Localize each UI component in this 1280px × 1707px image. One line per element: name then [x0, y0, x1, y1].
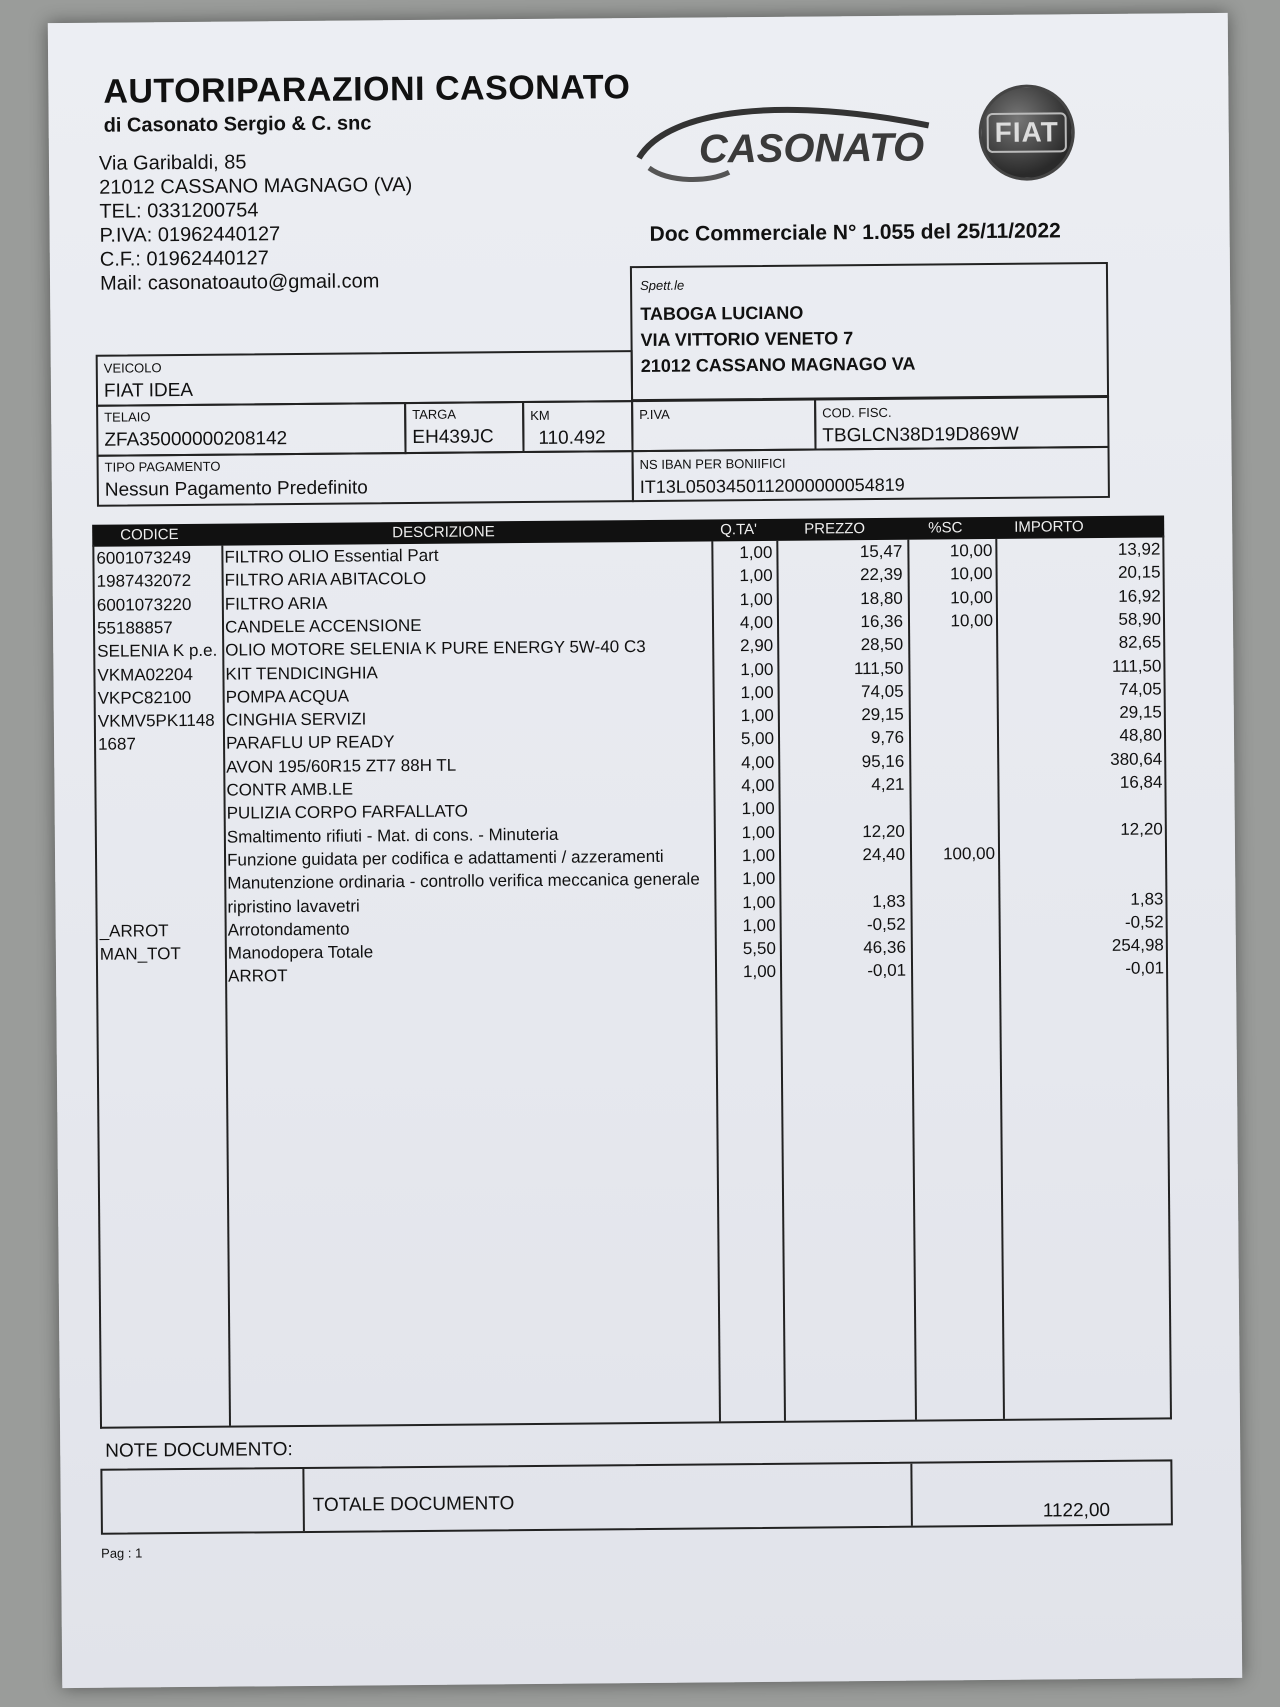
cell-prezzo: [785, 868, 905, 869]
cell-qta: 1,00: [739, 566, 773, 586]
cell-codice: _ARROT: [99, 920, 169, 941]
km-box: [522, 400, 633, 453]
cell-codice: 6001073220: [96, 594, 192, 615]
cell-sc: [915, 821, 995, 822]
cell-qta: 1,00: [741, 822, 775, 842]
cell-codice: 1987432072: [96, 571, 192, 592]
note-documento-label: NOTE DOCUMENTO:: [105, 1439, 293, 1462]
cell-descrizione: CANDELE ACCENSIONE: [224, 615, 422, 637]
cell-importo: -0,01: [1125, 958, 1165, 979]
cell-qta: 4,00: [739, 612, 774, 633]
cell-importo: 12,20: [1120, 819, 1163, 839]
cell-prezzo: [785, 798, 905, 799]
cell-importo: 16,92: [1118, 586, 1161, 606]
customer-street: VIA VITTORIO VENETO 7: [640, 328, 854, 351]
cell-prezzo: 46,36: [863, 937, 906, 958]
cell-sc: 10,00: [950, 610, 994, 631]
cell-sc: [914, 774, 994, 775]
cell-descrizione: CONTR AMB.LE: [226, 779, 354, 800]
piva-label: P.IVA: [639, 406, 670, 423]
company-address: Via Garibaldi, 85: [98, 151, 247, 175]
cell-sc: [916, 960, 996, 961]
cell-importo: 380,64: [1110, 749, 1163, 769]
cell-prezzo: 9,76: [870, 728, 905, 748]
cell-prezzo: 74,05: [860, 681, 904, 701]
cell-prezzo: -0,01: [867, 961, 907, 981]
company-tel: TEL: 0331200754: [99, 199, 259, 223]
km-value: 110.492: [538, 427, 606, 449]
cell-descrizione: KIT TENDICINGHIA: [225, 662, 378, 684]
cell-descrizione: FILTRO ARIA: [224, 593, 328, 614]
cell-qta: 5,50: [742, 938, 776, 959]
codfisc-value: TBGLCN38D19D869W: [822, 423, 1019, 447]
page-number: Pag : 1: [101, 1545, 143, 1561]
fiat-badge: [978, 84, 1075, 181]
cell-sc: [914, 727, 994, 728]
cell-descrizione: CINGHIA SERVIZI: [225, 709, 367, 730]
totale-label: TOTALE DOCUMENTO: [312, 1493, 515, 1516]
cell-qta: 1,00: [739, 542, 773, 563]
iban-label: NS IBAN PER BONIIFICI: [639, 455, 786, 473]
cell-sc: [915, 890, 995, 891]
cell-sc: [914, 751, 994, 752]
iban-box: [632, 446, 1110, 502]
cell-codice: 6001073249: [96, 547, 192, 568]
totale-box: [100, 1459, 1173, 1534]
piva-box: [631, 398, 816, 452]
header-qta: Q.TA': [720, 521, 758, 539]
cell-qta: 1,00: [740, 682, 774, 702]
cell-qta: 1,00: [742, 892, 776, 912]
cell-importo: 111,50: [1111, 655, 1162, 676]
cell-importo: 58,90: [1118, 609, 1162, 629]
cell-qta: 1,00: [742, 869, 776, 889]
cell-prezzo: 22,39: [859, 565, 903, 585]
cell-importo: -0,52: [1124, 912, 1164, 932]
cell-descrizione: POMPA ACQUA: [225, 686, 350, 707]
cell-sc: [916, 937, 996, 938]
header-sc: %SC: [928, 519, 963, 537]
iban-value: IT13L0503450112000000054819: [639, 474, 905, 498]
cell-prezzo: 95,16: [861, 751, 905, 771]
company-mail: Mail: casonatoauto@gmail.com: [99, 270, 380, 295]
company-cf: C.F.: 01962440127: [99, 247, 269, 271]
cell-prezzo: -0,52: [866, 914, 906, 934]
company-subtitle: di Casonato Sergio & C. snc: [103, 112, 372, 137]
veicolo-box: [96, 350, 633, 407]
targa-box: [404, 401, 524, 454]
cell-importo: [1005, 866, 1163, 867]
cell-codice: VKMA02204: [97, 664, 193, 685]
cell-prezzo: 29,15: [861, 704, 904, 725]
telaio-label: TELAIO: [104, 409, 151, 425]
casonato-logo: [628, 85, 949, 193]
cell-importo: 16,84: [1119, 772, 1163, 792]
totale-divider-left: [302, 1469, 305, 1531]
cell-sc: [916, 914, 996, 915]
cell-importo: [1005, 842, 1163, 843]
cell-prezzo: 12,20: [862, 821, 905, 841]
cell-codice: VKPC82100: [97, 687, 192, 708]
invoice-paper: [48, 13, 1242, 1688]
company-city: 21012 CASSANO MAGNAGO (VA): [99, 174, 413, 199]
cell-prezzo: 111,50: [853, 658, 904, 678]
cell-qta: 1,00: [741, 845, 776, 866]
cell-importo: [1005, 796, 1163, 797]
cell-prezzo: 15,47: [859, 541, 903, 562]
fiat-badge-text: FIAT: [986, 112, 1066, 153]
pagamento-value: Nessun Pagamento Predefinito: [104, 477, 368, 501]
km-label: KM: [530, 407, 550, 423]
cell-importo: 29,15: [1119, 702, 1162, 722]
cell-descrizione: PULIZIA CORPO FARFALLATO: [226, 801, 468, 823]
cell-sc: [913, 657, 993, 658]
customer-box: [630, 262, 1109, 401]
cell-codice: SELENIA K p.e.: [97, 640, 218, 661]
cell-qta: 5,00: [740, 729, 775, 749]
cell-qta: 1,00: [740, 705, 774, 726]
cell-qta: 4,00: [741, 775, 775, 796]
cell-qta: 1,00: [739, 589, 773, 609]
cell-sc: 10,00: [950, 587, 993, 607]
cell-descrizione: FILTRO ARIA ABITACOLO: [224, 569, 427, 590]
codfisc-box: [814, 396, 1109, 451]
totale-divider-right: [910, 1464, 913, 1526]
cell-descrizione: ARROT: [228, 966, 288, 987]
cell-sc: 100,00: [942, 843, 996, 864]
telaio-value: ZFA35000000208142: [104, 428, 288, 451]
targa-value: EH439JC: [412, 426, 494, 449]
customer-name: TABOGA LUCIANO: [640, 302, 804, 325]
customer-city: 21012 CASSANO MAGNAGO VA: [640, 353, 916, 377]
cell-importo: 82,65: [1118, 632, 1162, 653]
cell-prezzo: 1,83: [872, 891, 906, 911]
cell-descrizione: OLIO MOTORE SELENIA K PURE ENERGY 5W-40 C3: [225, 637, 646, 660]
cell-importo: 254,98: [1111, 935, 1164, 956]
cell-prezzo: 24,40: [862, 844, 906, 864]
cell-prezzo: 18,80: [860, 588, 903, 608]
customer-label: Spett.le: [640, 277, 685, 294]
company-piva: P.IVA: 01962440127: [99, 223, 281, 247]
cell-prezzo: 4,21: [871, 774, 905, 795]
pagamento-box: [97, 450, 634, 507]
cell-prezzo: 16,36: [860, 611, 904, 632]
cell-descrizione: Smaltimento rifiuti - Mat. di cons. - Minuteria: [226, 824, 559, 847]
cell-prezzo: 28,50: [860, 634, 904, 655]
header-descrizione: DESCRIZIONE: [392, 523, 495, 542]
cell-codice: MAN_TOT: [99, 944, 181, 964]
cell-descrizione: ripristino lavavetri: [227, 895, 360, 917]
pagamento-label: TIPO PAGAMENTO: [104, 458, 221, 475]
cell-qta: 2,90: [740, 636, 774, 656]
cell-importo: 74,05: [1118, 679, 1162, 699]
codfisc-label: COD. FISC.: [822, 404, 892, 421]
company-name: AUTORIPARAZIONI CASONATO: [103, 68, 631, 111]
totale-value: 1122,00: [1042, 1499, 1111, 1522]
cell-qta: 1,00: [740, 659, 774, 679]
cell-descrizione: Arrotondamento: [227, 919, 350, 940]
cell-qta: 4,00: [741, 752, 775, 772]
cell-sc: 10,00: [949, 564, 993, 584]
cell-sc: [913, 634, 993, 635]
cell-descrizione: AVON 195/60R15 ZT7 88H TL: [226, 755, 457, 777]
cell-sc: [914, 704, 994, 705]
cell-importo: 13,92: [1117, 539, 1161, 559]
document-title: Doc Commerciale N° 1.055 del 25/11/2022: [649, 219, 1061, 246]
cell-descrizione: Manutenzione ordinaria - controllo verifica meccanica generale: [227, 869, 700, 893]
cell-descrizione: Manodopera Totale: [227, 942, 374, 963]
cell-qta: 1,00: [741, 799, 775, 819]
header-importo: IMPORTO: [1014, 518, 1084, 536]
cell-sc: [914, 681, 994, 682]
targa-label: TARGA: [412, 406, 457, 423]
cell-codice: VKMV5PK1148: [97, 710, 215, 731]
cell-sc: 10,00: [949, 540, 993, 561]
logo-text: CASONATO: [698, 125, 925, 172]
telaio-box: [96, 402, 406, 457]
header-codice: CODICE: [120, 526, 179, 544]
header-prezzo: PREZZO: [804, 520, 866, 538]
cell-qta: 1,00: [742, 915, 776, 935]
veicolo-label: VEICOLO: [103, 360, 162, 376]
cell-importo: 20,15: [1117, 562, 1161, 583]
cell-sc: [915, 797, 995, 798]
veicolo-value: FIAT IDEA: [103, 379, 194, 402]
cell-codice: 1687: [97, 734, 136, 755]
cell-qta: 1,00: [742, 962, 777, 982]
cell-importo: 48,80: [1119, 725, 1163, 746]
cell-descrizione: Funzione guidata per codifica e adattamenti / azzeramenti: [226, 846, 664, 870]
cell-descrizione: FILTRO OLIO Essential Part: [224, 545, 439, 567]
cell-importo: 1,83: [1130, 888, 1164, 909]
cell-sc: [915, 867, 995, 868]
cell-codice: 55188857: [96, 618, 173, 638]
cell-descrizione: PARAFLU UP READY: [225, 732, 395, 754]
